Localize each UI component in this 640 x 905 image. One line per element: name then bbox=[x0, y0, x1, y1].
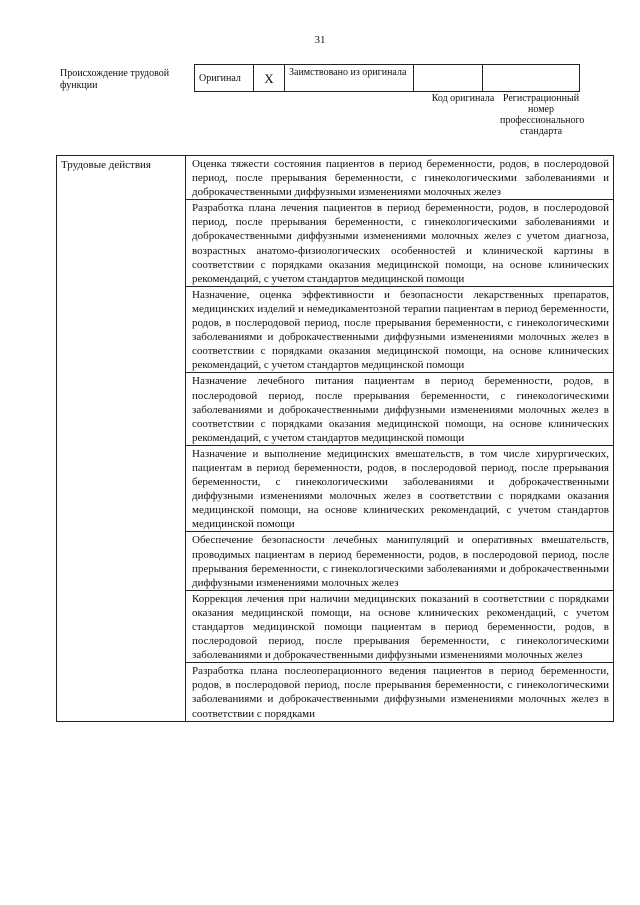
action-item: Обеспечение безопасности лечебных манипуляций и оперативных вмешательств, проводимых пациентам в период беременности, родов, в послеродовой период, после прерывания беременности, с гинекологическими заболеваниями и доброкачественными диффузными изменениями молочных желез bbox=[186, 532, 614, 590]
original-mark: X bbox=[254, 65, 285, 92]
action-item: Разработка плана послеоперационного ведения пациентов в период беременности, родов, в послеродовой период, после прерывания беременности, с гинекологическими заболеваниями и доброкачественными диффузными изменениями молочных желез в соответствии с порядками bbox=[186, 663, 614, 721]
action-item: Разработка плана лечения пациентов в период беременности, родов, в послеродовой период, после прерывания беременности, с гинекологическими заболеваниями и доброкачественными диффузными изменениями молочных желез с учетом диагноза, возрастных анатомо-физиологических особенностей и клинической картины в соответствии с порядками оказания медицинской помощи, на основе клинических рекомендаций, с учетом стандартов медицинской помощи bbox=[186, 200, 614, 287]
section-heading: Трудовые действия bbox=[57, 156, 186, 722]
action-item: Коррекция лечения при наличии медицинских показаний в соответствии с порядками оказания медицинской помощи, на основе клинических рекомендаций, с учетом стандартов медицинской помощи пациентам в период беременности, родов, в послеродовой период, после прерывания беременности, с гинекологическими заболеваниями и доброкачественными диффузными изменениями молочных желез bbox=[186, 590, 614, 662]
code-caption: Код оригинала bbox=[431, 93, 495, 104]
origin-label: Происхождение трудовой функции bbox=[60, 68, 170, 91]
original-cell: Оригинал bbox=[195, 65, 254, 92]
registration-caption: Регистрационный номер профессионального стандарта bbox=[500, 93, 585, 137]
table-row bbox=[57, 156, 614, 200]
action-item: Назначение, оценка эффективности и безопасности лекарственных препаратов, медицинских изделий и немедикаментозной терапии пациентам в период беременности, родов, в послеродовой период, после прерывания беременности, с гинекологическими заболеваниями и доброкачественными диффузными изменениями молочных желез в соответствии с порядками оказания медицинской помощи, на основе клинических рекомендаций, с учетом стандартов медицинской помощи bbox=[186, 286, 614, 373]
action-item: Оценка тяжести состояния пациентов в период беременности, родов, в послеродовой период, после прерывания беременности, с гинекологическими заболеваниями и доброкачественными диффузными изменениями молочных желез bbox=[186, 156, 614, 200]
action-item: Назначение и выполнение медицинских вмешательств, в том числе хирургических, пациентам в период беременности, родов, в послеродовой период, после прерывания беременности, с гинекологическими заболеваниями и доброкачественными диффузными изменениями молочных желез в соответствии с порядками оказания медицинской помощи, на основе клинических рекомендаций, с учетом стандартов медицинской помощи bbox=[186, 445, 614, 532]
action-item: Назначение лечебного питания пациентам в период беременности, родов, в послеродовой период, после прерывания беременности, с гинекологическими заболеваниями и доброкачественными диффузными изменениями молочных желез в соответствии с порядками оказания медицинской помощи, на основе клинических рекомендаций, с учетом стандартов медицинской помощи bbox=[186, 373, 614, 445]
borrowed-cell: Заимствовано из оригинала bbox=[285, 65, 414, 92]
page-number: 31 bbox=[314, 34, 326, 46]
labor-actions-table bbox=[56, 155, 614, 722]
